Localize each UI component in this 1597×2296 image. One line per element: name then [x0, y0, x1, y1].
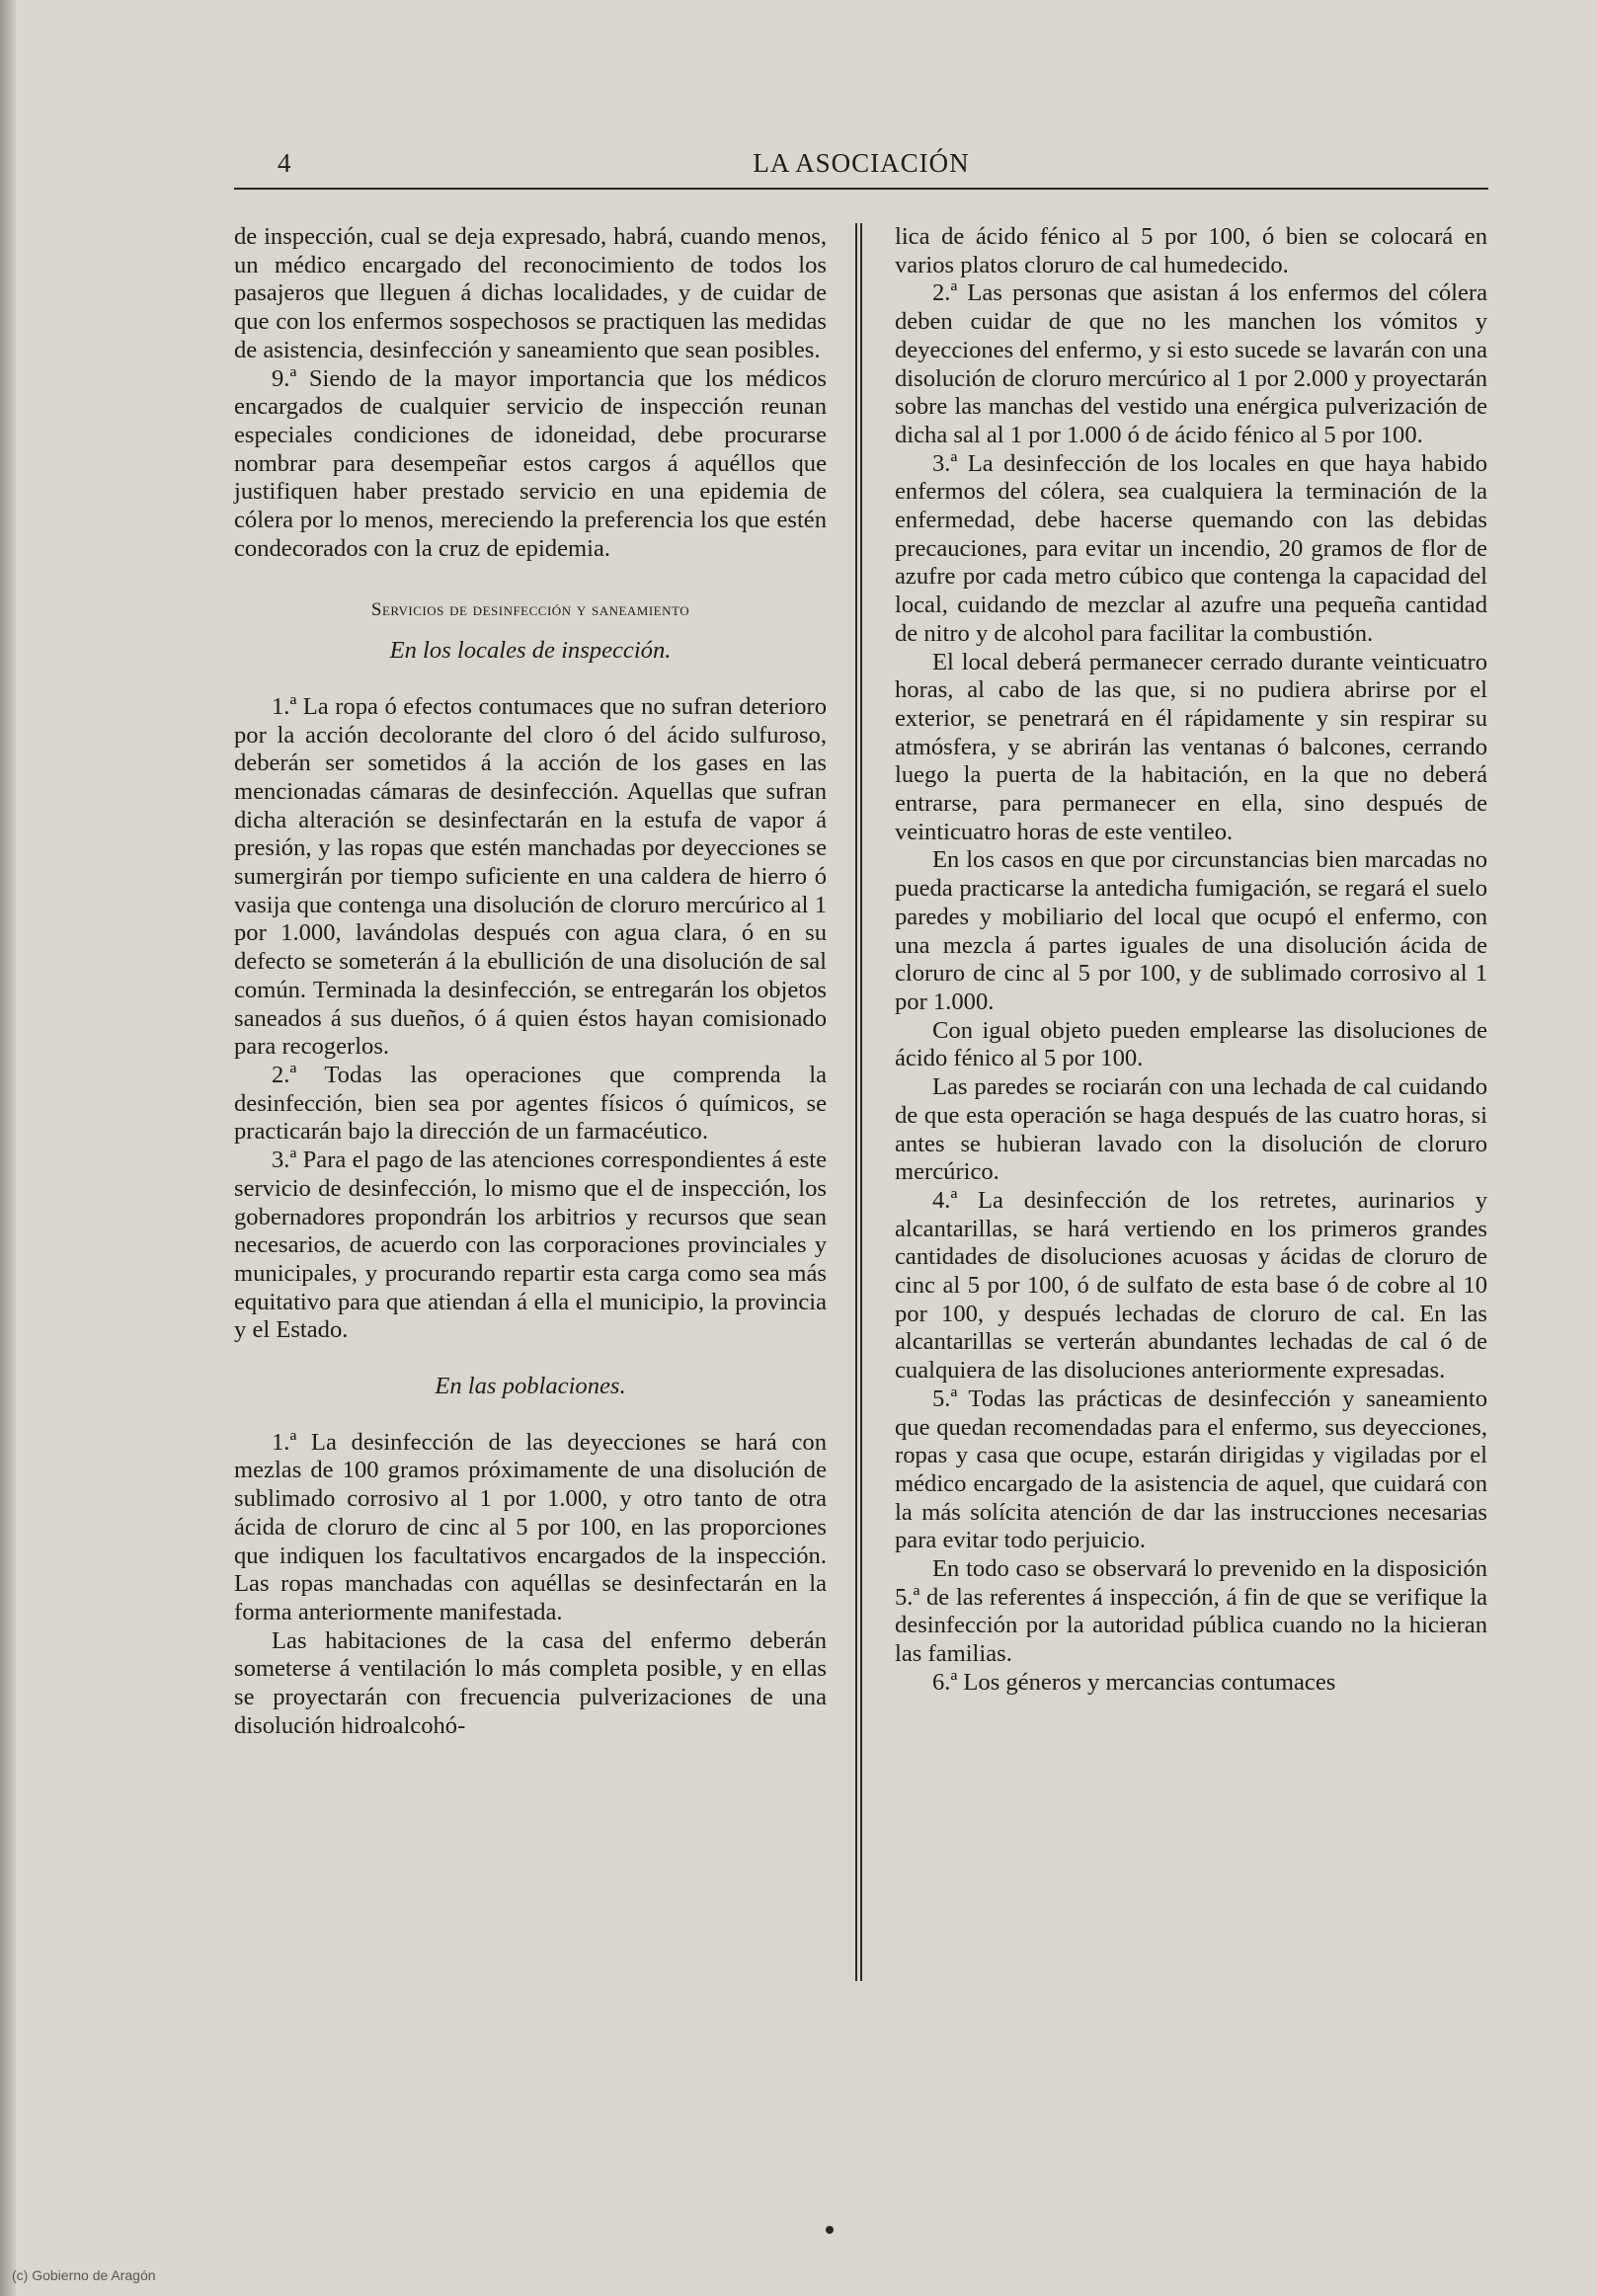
paragraph: 3.ª La desinfección de los locales en que haya habido enfermos del cólera, sea cualquiera la terminación de la enfermedad, debe hacerse quemando con las debidas precauciones, para evitar un incendio, 20 gramos de flor de azufre por cada metro cúbico que contenga la capacidad del local, cuidando de mezclar al azufre una pequeña cantidad de nitro y de alcohol para facilitar la combustión.: [895, 449, 1487, 647]
paragraph: 9.ª Siendo de la mayor importancia que los médicos encargados de cualquier servicio de inspección reunan especiales condiciones de idoneidad, debe procurarse nombrar para desempeñar estos cargos á aquéllos que justifiquen haber prestado servicio en una epidemia de cólera por lo menos, mereciendo la preferencia los que estén condecorados con la cruz de epidemia.: [234, 364, 827, 562]
section-title: Servicios de desinfección y saneamiento: [370, 599, 690, 621]
subsection-title: En las poblaciones.: [435, 1373, 626, 1400]
ink-dot: [826, 2226, 834, 2234]
subsection-title: En los locales de inspección.: [389, 637, 672, 665]
paragraph: 4.ª La desinfección de los retretes, aurinarios y alcantarillas, se hará vertiendo en los primeros grandes cantidades de disoluciones acuosas y ácidas de cloruro de cinc al 5 por 100, ó de sulfato de esta base ó de cobre al 10 por 100, y después lechadas de cloruro de cal. En las alcantarillas se verterán abundantes lechadas de cal ó de cualquiera de las disoluciones anteriormente expresadas.: [895, 1186, 1487, 1385]
paragraph: 6.ª Los géneros y mercancias contumaces: [932, 1668, 1336, 1696]
paragraph: Las paredes se rociarán con una lechada de cal cuidando de que esta operación se haga después de las cuatro horas, si antes se hubieran lavado con la disolución de cloruro mercúrico.: [895, 1073, 1487, 1186]
paragraph: 5.ª Todas las prácticas de desinfección y saneamiento que quedan recomendadas para el enfermo, sus deyecciones, ropas y casa que ocupe, estarán dirigidas y vigiladas por el médico encargado de la asistencia de aquel, que cuidará con la más solícita atención de dar las instrucciones necesarias para evitar todo perjuicio.: [895, 1385, 1487, 1554]
paragraph: El local deberá permanecer cerrado durante veinticuatro horas, al cabo de las que, si no pudiera abrirse por el exterior, se penetrará en él rápidamente y sin respirar su atmósfera, y se abrirán las ventanas ó balcones, cerrando luego la puerta de la habitación, en la que no deberá entrarse, para permanecer en ella, sino después de veinticuatro horas de este ventileo.: [895, 648, 1487, 845]
paragraph: 2.ª Todas las operaciones que comprenda la desinfección, bien sea por agentes físicos ó químicos, se practicarán bajo la dirección de un farmacéutico.: [234, 1061, 827, 1146]
paragraph: En todo caso se observará lo prevenido en la disposición 5.ª de las referentes á inspección, á fin de que se verifique la desinfección por la autoridad pública cuando no la hicieran las familias.: [895, 1555, 1487, 1668]
left-column: [234, 223, 827, 1740]
page-edge: [0, 0, 16, 2296]
paragraph: 3.ª Para el pago de las atenciones correspondientes á este servicio de desinfección, lo mismo que el de inspección, los gobernadores propondrán los arbitrios y recursos que sean necesarios, de acuerdo con las corporaciones provinciales y municipales, y procurando repartir esta carga como sea más equitativo para que atiendan á ella el municipio, la provincia y el Estado.: [234, 1147, 827, 1344]
paragraph: lica de ácido fénico al 5 por 100, ó bien se colocará en varios platos cloruro de cal humedecido.: [895, 223, 1487, 278]
paragraph: Con igual objeto pueden emplearse las disoluciones de ácido fénico al 5 por 100.: [895, 1016, 1487, 1072]
paragraph: 1.ª La ropa ó efectos contumaces que no sufran deterioro por la acción decolorante del cloro ó del ácido sulfuroso, deberán ser sometidos á la acción de los gases en las mencionadas cámaras de desinfección. Aquellas que sufran dicha alteración se desinfectarán en la estufa de vapor á presión, y las ropas que estén manchadas por deyecciones se sumergirán por tiempo suficiente en una caldera de hierro ó vasija que contenga una disolución de cloruro mercúrico al 1 por 1.000, lavándolas después con agua clara, ó en su defecto se someterán á la ebullición de una disolución de sal común. Terminada la desinfección, se entregarán los objetos saneados á sus dueños, ó á quien éstos hayan comisionado para recogerlos.: [234, 692, 827, 1061]
journal-title: LA ASOCIACIÓN: [753, 148, 970, 178]
right-column: [895, 223, 1487, 1698]
paragraph: 2.ª Las personas que asistan á los enfermos del cólera deben cuidar de que no les manchen los vómitos y deyecciones del enfermo, y si esto sucede se lavarán con una disolución de cloruro mercúrico al 1 por 2.000 y proyectarán sobre las manchas del vestido una enérgica pulverización de dicha sal al 1 por 1.000 ó de ácido fénico al 5 por 100.: [895, 279, 1487, 448]
copyright-notice: (c) Gobierno de Aragón: [12, 2267, 156, 2283]
page-number: 4: [278, 148, 291, 178]
paragraph: Las habitaciones de la casa del enfermo deberán someterse á ventilación lo más completa posible, y en ellas se proyectarán con frecuencia pulverizaciones de una disolución hidroalcohó-: [234, 1626, 827, 1739]
paragraph: En los casos en que por circunstancias bien marcadas no pueda practicarse la antedicha fumigación, se regará el suelo paredes y mobiliario del local que ocupó el enfermo, con una mezcla á partes iguales de una disolución ácida de cloruro de cinc al 5 por 100, y de sublimado corrosivo al 1 por 1.000.: [895, 846, 1487, 1015]
column-divider: [855, 223, 862, 1981]
paragraph: 1.ª La desinfección de las deyecciones se hará con mezlas de 100 gramos próximamente de una disolución de sublimado corrosivo al 1 por 1.000, y otro tanto de otra ácida de cloruro de cinc al 5 por 100, en las proporciones que indiquen los facultativos encargados de la inspección. Las ropas manchadas con aquéllas se desinfectarán en la forma anteriormente manifestada.: [234, 1428, 827, 1625]
header-rule: [234, 188, 1488, 190]
paragraph: de inspección, cual se deja expresado, habrá, cuando menos, un médico encargado del reconocimiento de todos los pasajeros que lleguen á dichas localidades, y de cuidar de que con los enfermos sospechosos se practiquen las medidas de asistencia, desinfección y saneamiento que sean posibles.: [234, 223, 827, 363]
page-header: [234, 148, 1488, 188]
